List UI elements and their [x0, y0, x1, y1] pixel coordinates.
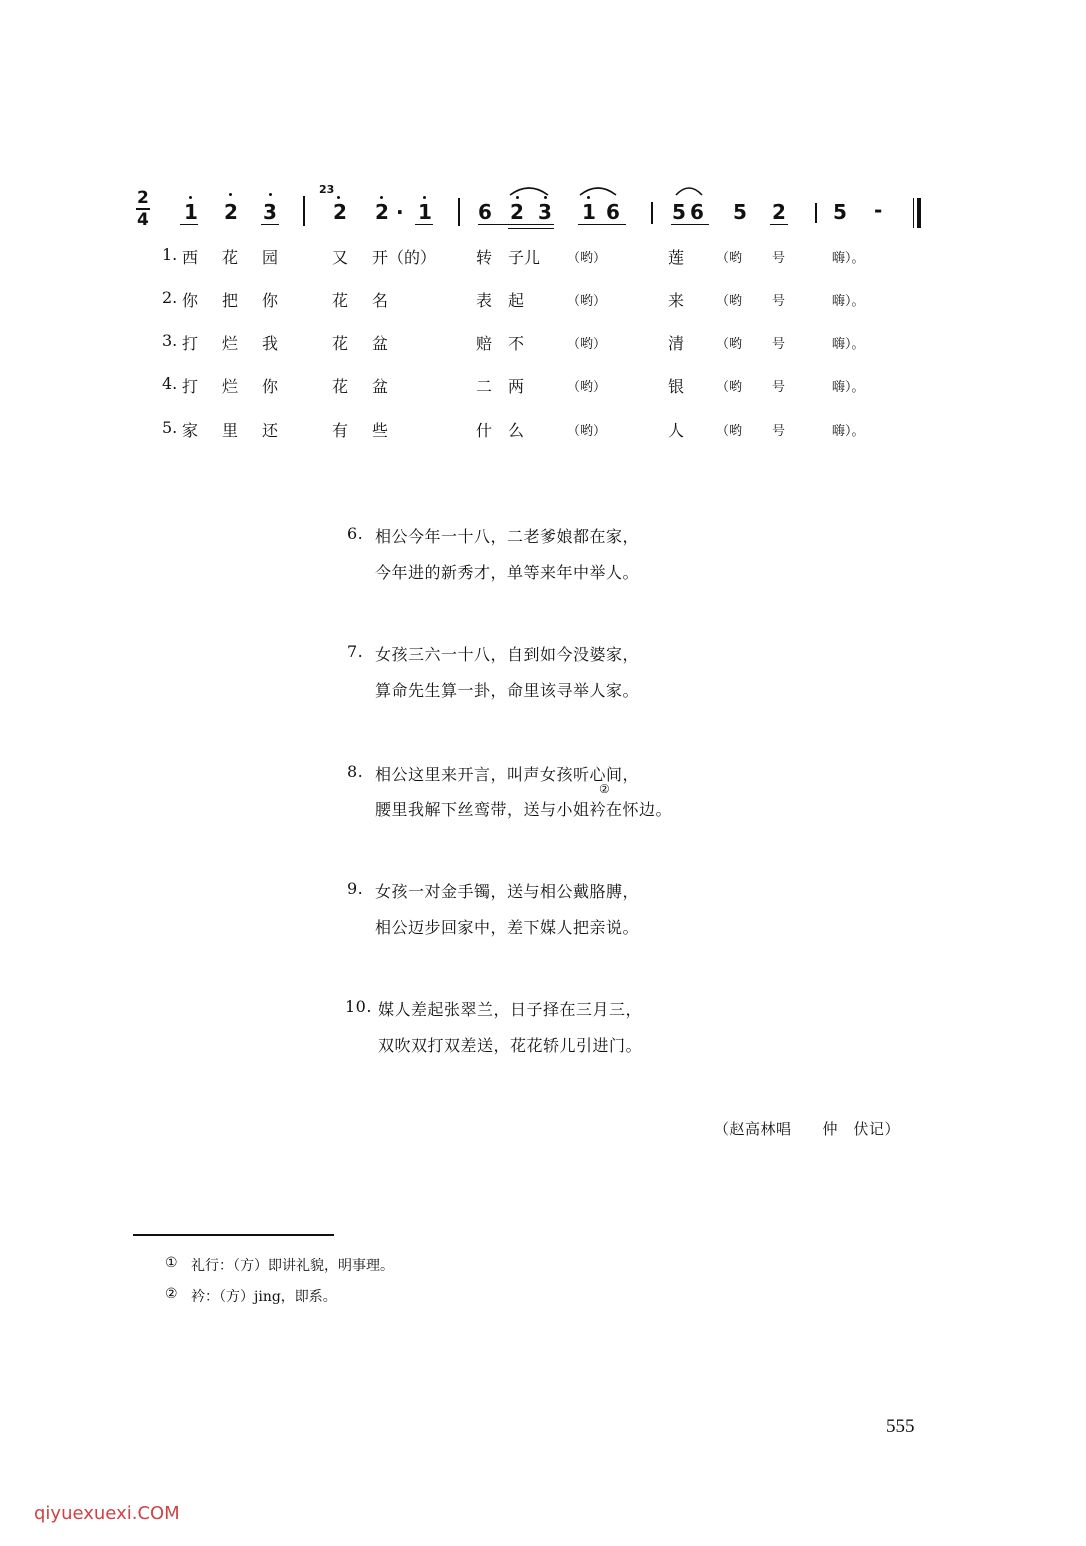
beam-underline	[508, 228, 554, 229]
lyric-cell: 烂	[222, 377, 239, 396]
lyric-cell: 打	[182, 377, 199, 396]
note: 3	[538, 200, 552, 224]
verse-line: 女孩三六一十八，自到如今没婆家，	[375, 645, 640, 664]
lyric-cell: （哟）	[567, 337, 607, 352]
final-bar-thick	[917, 198, 921, 228]
lyric-cell: （哟	[716, 337, 743, 352]
lyric-cell: （哟	[716, 380, 743, 395]
note-underline	[180, 224, 198, 225]
lyric-cell: 表	[476, 291, 493, 310]
lyric-cell: 你	[182, 291, 199, 310]
lyric-cell: 花	[332, 377, 349, 396]
verse-line: 相公这里来开言，叫声女孩听心间，	[375, 765, 640, 784]
time-signature-bottom: 4	[137, 210, 149, 230]
verse-line: 算命先生算一卦，命里该寻举人家。	[375, 681, 640, 700]
lyric-cell: 号	[772, 380, 786, 395]
octave-dot	[380, 196, 383, 199]
bar-line	[651, 202, 653, 224]
note: 2	[510, 200, 524, 224]
lyric-cell: （哟	[716, 424, 743, 439]
note: 1	[184, 200, 198, 224]
bar-line	[815, 203, 817, 223]
verse-line: 今年进的新秀才，单等来年中举人。	[375, 563, 640, 582]
lyric-cell: 些	[372, 421, 389, 440]
lyric-cell: 我	[262, 334, 279, 353]
footnote-divider	[133, 1234, 334, 1236]
footnote-text: 衿：（方）jing，即系。	[191, 1289, 337, 1305]
lyric-cell: 莲	[668, 248, 685, 267]
lyric-cell: 开（的）	[372, 248, 437, 267]
slur	[578, 183, 618, 197]
lyric-verse-number: 1.	[162, 245, 178, 264]
verse-number: 10.	[345, 997, 372, 1016]
note: 6	[690, 200, 704, 224]
lyric-cell: （哟）	[567, 251, 607, 266]
lyric-cell: 嗨）。	[832, 294, 865, 309]
note-dot: ·	[396, 200, 404, 224]
lyric-cell: 又	[332, 248, 349, 267]
note: 2	[333, 200, 347, 224]
verse-line: 女孩一对金手镯，送与相公戴胳膊，	[375, 882, 640, 901]
lyric-cell: 嗨）。	[832, 424, 865, 439]
final-bar-thin	[913, 198, 914, 228]
lyric-cell: 嗨）。	[832, 251, 865, 266]
verse-line: 相公今年一十八，二老爹娘都在家，	[375, 527, 640, 546]
note: 1	[418, 200, 432, 224]
lyric-cell: （哟）	[567, 424, 607, 439]
note: 5	[672, 200, 686, 224]
singer-credit: （赵高林唱 仲 伏记）	[714, 1120, 901, 1138]
beam-underline	[671, 224, 709, 225]
lyric-cell: 么	[508, 421, 525, 440]
note: 1	[582, 200, 596, 224]
lyric-cell: 银	[668, 377, 685, 396]
music-score-line	[0, 0, 1086, 240]
lyric-cell: 打	[182, 334, 199, 353]
lyric-cell: 你	[262, 291, 279, 310]
lyric-cell: 什	[476, 421, 493, 440]
lyric-cell: 嗨）。	[832, 337, 865, 352]
lyric-cell: 嗨）。	[832, 380, 865, 395]
verse-line: 相公迈步回家中，差下媒人把亲说。	[375, 918, 640, 937]
lyric-cell: 你	[262, 377, 279, 396]
note: 2	[375, 200, 389, 224]
lyric-cell: 起	[508, 291, 525, 310]
lyric-cell: 西	[182, 248, 199, 267]
verse-line: 腰里我解下丝鸾带，送与小姐衿在怀边。	[375, 800, 673, 819]
lyric-cell: 园	[262, 248, 279, 267]
lyric-cell: 烂	[222, 334, 239, 353]
note: 2	[772, 200, 786, 224]
grace-note: 23	[319, 183, 335, 196]
lyric-cell: 花	[222, 248, 239, 267]
page-number: 555	[886, 1416, 915, 1437]
time-signature-top: 2	[137, 188, 149, 208]
lyric-cell: 不	[508, 334, 525, 353]
footnote-mark: ②	[165, 1286, 178, 1302]
lyric-cell: 转	[476, 248, 493, 267]
verse-number: 8.	[347, 762, 364, 781]
lyric-cell: 号	[772, 424, 786, 439]
slur	[508, 183, 550, 197]
lyric-cell: 盆	[372, 334, 389, 353]
lyric-cell: （哟	[716, 294, 743, 309]
lyric-verse-number: 5.	[162, 418, 178, 437]
lyric-verse-number: 3.	[162, 331, 178, 350]
note: 6	[606, 200, 620, 224]
lyric-cell: 二	[476, 377, 493, 396]
verse-line: 媒人差起张翠兰，日子择在三月三，	[378, 1000, 643, 1019]
bar-line	[303, 196, 305, 226]
lyric-verse-number: 4.	[162, 374, 178, 393]
note: 2	[224, 200, 238, 224]
footnote-mark: ①	[165, 1255, 178, 1271]
lyric-cell: 家	[182, 421, 199, 440]
lyric-cell: 号	[772, 337, 786, 352]
lyric-verse-number: 2.	[162, 288, 178, 307]
verse-line: 双吹双打双差送，花花轿儿引进门。	[378, 1036, 643, 1055]
lyric-cell: （哟）	[567, 294, 607, 309]
note: 3	[263, 200, 277, 224]
lyric-cell: 名	[372, 291, 389, 310]
note-underline	[415, 224, 433, 225]
octave-dot	[229, 193, 232, 196]
bar-line	[458, 198, 460, 226]
note: 5	[733, 200, 747, 224]
note: 5	[833, 200, 847, 224]
lyric-cell: 号	[772, 294, 786, 309]
lyric-cell: 花	[332, 334, 349, 353]
extension-dash: -	[874, 198, 883, 222]
lyric-cell: （哟	[716, 251, 743, 266]
lyric-cell: 把	[222, 291, 239, 310]
note-underline	[770, 224, 788, 225]
note-underline	[261, 224, 279, 225]
lyric-cell: 花	[332, 291, 349, 310]
lyric-cell: 两	[508, 377, 525, 396]
lyric-cell: 清	[668, 334, 685, 353]
verse-number: 9.	[347, 879, 364, 898]
note: 6	[478, 200, 492, 224]
footnote-text: 礼行：（方）即讲礼貌，明事理。	[191, 1258, 394, 1274]
verse-number: 7.	[347, 642, 364, 661]
octave-dot	[269, 193, 272, 196]
lyric-cell: （哟）	[567, 380, 607, 395]
lyric-cell: 子儿	[508, 248, 541, 267]
octave-dot	[423, 196, 426, 199]
beam-underline	[478, 224, 554, 225]
lyric-cell: 里	[222, 421, 239, 440]
lyric-cell: 号	[772, 251, 786, 266]
octave-dot	[337, 196, 340, 199]
beam-underline	[578, 224, 626, 225]
lyric-cell: 人	[668, 421, 685, 440]
lyric-cell: 有	[332, 421, 349, 440]
lyric-cell: 赔	[476, 334, 493, 353]
lyric-cell: 来	[668, 291, 685, 310]
lyric-cell: 盆	[372, 377, 389, 396]
footnote-reference-mark: ②	[599, 782, 610, 796]
octave-dot	[189, 196, 192, 199]
lyric-cell: 还	[262, 421, 279, 440]
site-watermark: qiyuexuexi.COM	[34, 1503, 180, 1524]
slur	[674, 183, 704, 197]
verse-number: 6.	[347, 524, 364, 543]
